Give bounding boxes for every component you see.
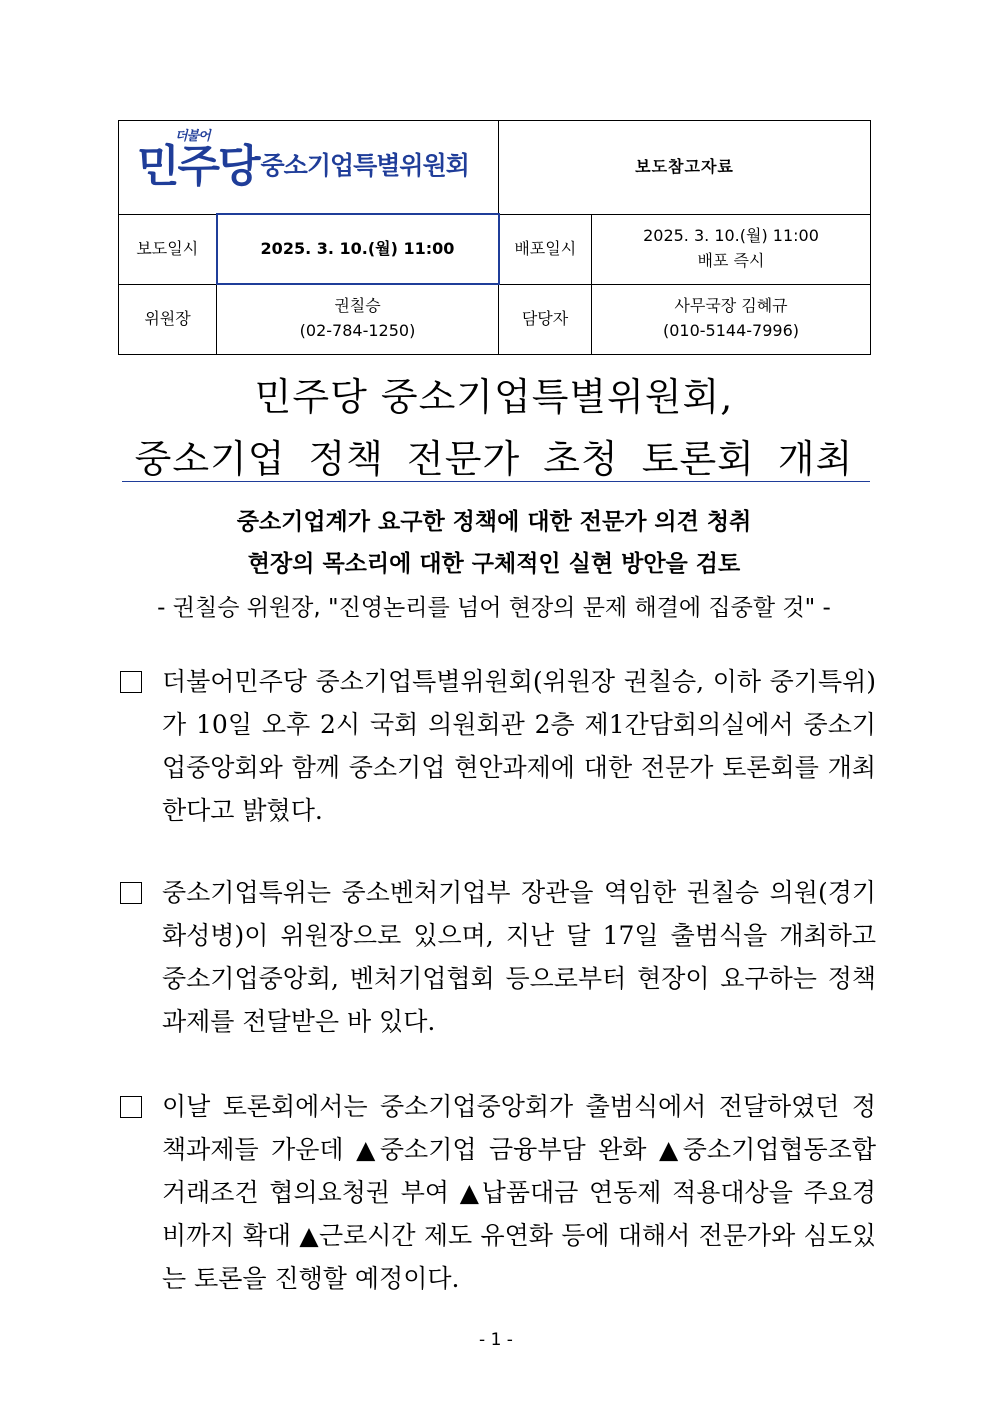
paragraph-text: 이날 토론회에서는 중소기업중앙회가 출범식에서 전달하였던 정책과제들 가운데 ▲중소기업 금융부담 완화 ▲중소기업협동조합 거래조건 협의요청권 부여 ▲납품대금 연동제 적용대상을 주요경비까지 확대 ▲근로시간 제도 유연화 등에 대해서 전문가와 심도있는 토론을 진행할 예정이다.	[162, 1092, 876, 1293]
dist-date-cell	[592, 214, 871, 284]
paragraph-3	[120, 1085, 876, 1300]
page-number: - 1 -	[479, 1330, 513, 1350]
chair-cell	[217, 284, 499, 354]
subhead-2: 현장의 목소리에 대한 구체적인 실현 방안을 검토	[247, 551, 741, 577]
headline-line-2: 중소기업 정책 전문가 초청 토론회 개최	[134, 437, 854, 481]
subhead-1: 중소기업계가 요구한 정책에 대한 전문가 의견 청취	[236, 509, 752, 535]
logo-main-text: 민주당	[137, 141, 259, 192]
report-date: 2025. 3. 10.(월) 11:00	[217, 214, 499, 284]
checkbox-square-icon	[120, 882, 142, 904]
chair-label: 위원장	[119, 284, 217, 354]
party-logo	[119, 129, 498, 192]
dist-date: 2025. 3. 10.(월) 11:00	[643, 226, 819, 246]
contact-phone: (010-5144-7996)	[662, 321, 799, 340]
headline-divider	[122, 481, 870, 482]
contact-label: 담당자	[499, 284, 592, 354]
paragraph-1	[120, 660, 876, 832]
logo-committee-text: 중소기업특별위원회	[260, 151, 469, 181]
dist-note: 배포 즉시	[697, 251, 765, 270]
press-header-table	[118, 120, 871, 355]
checkbox-square-icon	[120, 671, 142, 693]
paragraph-text: 더불어민주당 중소기업특별위원회(위원장 권칠승, 이하 중기특위)가 10일 오후 2시 국회 의원회관 2층 제1간담회의실에서 중소기업중앙회와 함께 중소기업 현안과제에 대한 전문가 토론회를 개최한다고 밝혔다.	[162, 667, 876, 825]
paragraph-text: 중소기업특위는 중소벤처기업부 장관을 역임한 권칠승 의원(경기 화성병)이 위원장으로 있으며, 지난 달 17일 출범식을 개최하고 중소기업중앙회, 벤처기업협회 등으로부터 현장이 요구하는 정책과제를 전달받은 바 있다.	[162, 878, 876, 1036]
headline-line-1: 민주당 중소기업특별위원회,	[254, 375, 734, 419]
logo-cell	[119, 121, 499, 215]
chair-quote: - 권칠승 위원장, "진영논리를 넘어 현장의 문제 해결에 집중할 것" -	[157, 595, 831, 621]
checkbox-square-icon	[120, 1096, 142, 1118]
chair-phone: (02-784-1250)	[299, 321, 416, 341]
contact-name: 사무국장 김혜규	[674, 296, 788, 316]
dist-date-label: 배포일시	[499, 214, 592, 284]
contact-cell	[592, 284, 871, 354]
doc-type-title: 보도참고자료	[499, 121, 871, 215]
chair-name: 권칠승	[334, 296, 381, 316]
logo-small-text: 더불어	[175, 129, 210, 144]
report-date-label: 보도일시	[119, 214, 217, 284]
paragraph-2	[120, 871, 876, 1043]
